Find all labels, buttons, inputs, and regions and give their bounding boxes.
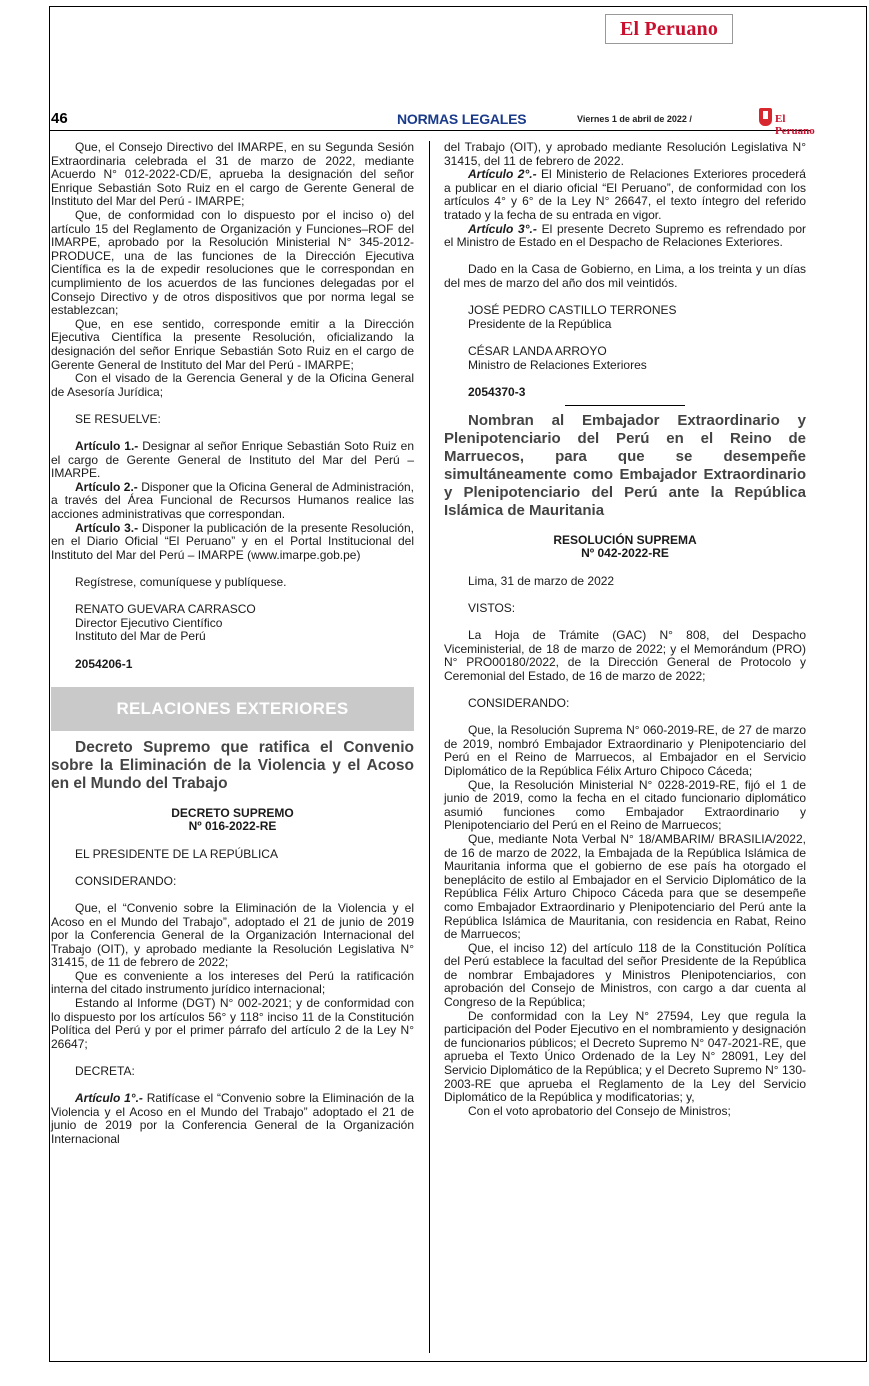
separator-rule	[565, 405, 685, 406]
paragraph: Que, la Resolución Ministerial N° 0228-2019-RE, fijó el 1 de junio de 2019, como la fecha en el citado funcionario diplomático asumió funciones como Embajador Extraordinario y Plenipotenciario del Perú en el Reino de Marruecos;	[444, 777, 806, 833]
decree-article-2: Artículo 2°.- El Ministerio de Relaciones Exteriores procederá a publicar en el diario oficial “El Peruano”, de conformidad con los artículos 4° y 6° de la Ley N° 26647, el texto íntegro del referido tratado y la fecha de su entrada en vigor.	[444, 167, 806, 222]
paragraph: Que, el Consejo Directivo del IMARPE, en su Segunda Sesión Extraordinaria celebrada el 31 de marzo de 2022, mediante Acuerdo N° 012-2022-CD/E, aprueba la designación del señor Enrique Sebastián Soto Ruiz en el cargo de Gerente General de Instituto del Mar del Perú - IMARPE;	[51, 140, 414, 209]
considering-heading: CONSIDERANDO:	[75, 873, 177, 888]
section-band: RELACIONES EXTERIORES	[51, 687, 414, 731]
coat-of-arms-icon	[759, 108, 772, 126]
closing-formula: Regístrese, comuníquese y publíquese.	[75, 575, 287, 589]
decree-title: DECRETO SUPREMO	[171, 805, 294, 820]
article-label: Artículo 3.-	[75, 520, 139, 535]
paragraph: Dado en la Casa de Gobierno, en Lima, a los treinta y un días del mes de marzo del año dos mil veintidós.	[444, 262, 806, 290]
header-date: Viernes 1 de abril de 2022 /	[577, 114, 692, 124]
president-heading: EL PRESIDENTE DE LA REPÚBLICA	[75, 846, 278, 861]
signatory-title: Presidente de la República	[468, 316, 612, 331]
section-title: NORMAS LEGALES	[397, 111, 527, 127]
seen-heading: VISTOS:	[468, 600, 516, 615]
paragraph: Que, en ese sentido, corresponde emitir a la Dirección Ejecutiva Científica la presente Resolución, oficializando la designación del señor Enrique Sebastián Soto Ruiz en el cargo de Gerente General de Instituto del Mar del Perú - IMARPE;	[51, 316, 414, 372]
article-label: Artículo 2.-	[75, 479, 138, 494]
norm-headline: Decreto Supremo que ratifica el Convenio sobre la Eliminación de la Violencia y el Acoso en el Mundo del Trabajo	[51, 739, 414, 793]
resolve-heading: SE RESUELVE:	[75, 411, 161, 426]
article-label: Artículo 3°.-	[468, 221, 537, 236]
paragraph: Con el voto aprobatorio del Consejo de Ministros;	[468, 1103, 731, 1118]
signatory-title: Director Ejecutivo Científico	[75, 615, 223, 630]
column-divider	[429, 141, 430, 1353]
article-label: Artículo 1°.-	[75, 1091, 143, 1106]
page-number: 46	[51, 110, 68, 127]
resolution-title: RESOLUCIÓN SUPREMA	[553, 532, 697, 547]
document-code: 2054206-1	[75, 656, 133, 671]
signatory-title: Ministro de Relaciones Exteriores	[468, 357, 647, 372]
article-2: Artículo 2.- Disponer que la Oficina General de Administración, a través del Área Funcional de Recursos Humanos realice las acciones administrativas que correspondan.	[51, 479, 414, 522]
article-label: Artículo 1.-	[75, 439, 139, 454]
paragraph: Que, mediante Nota Verbal N° 18/AMBARIM/ BRASILIA/2022, de 16 de marzo de 2022, la Embajada de la República Islámica de Mauritania informa que el gobierno de ese país ha otorgado el beneplácito de estilo al Embajador en el Servicio Diplomático de la República Félix Arturo Chipoco Cáceda para que se desempeñe como Embajador Extraordinario y Plenipotenciario del Perú ante la República Islámica de Mauritania, con residencia en Rabat, Reino de Marruecos;	[444, 831, 806, 942]
paragraph: La Hoja de Trámite (GAC) N° 808, del Despacho Viceministerial, de 18 de marzo de 2022; y el Memorándum (PRO) N° PRO00180/2022, de la Dirección General de Protocolo y Ceremonial del Estado, de 16 de marzo de 2022;	[444, 628, 806, 683]
article-3: Artículo 3.- Disponer la publicación de la presente Resolución, en el Diario Oficial “El Peruano” y en el Portal Institucional del Instituto del Mar del Perú – IMARPE (www.imarpe.gob.pe)	[51, 520, 414, 562]
signatory-name: JOSÉ PEDRO CASTILLO TERRONES	[468, 303, 677, 318]
paragraph: Que, la Resolución Suprema N° 060-2019-RE, de 27 de marzo de 2019, nombró Embajador Extraordinario y Plenipotenciario del Perú en el Reino de Marruecos, al Embajador en el Servicio Diplomático de la República Félix Arturo Chipoco Cáceda;	[444, 723, 806, 778]
signatory-institution: Instituto del Mar de Perú	[75, 629, 206, 644]
article-label: Artículo 2°.-	[468, 167, 537, 182]
masthead-brand: El Peruano	[619, 17, 719, 40]
paragraph: del Trabajo (OIT), y aprobado mediante Resolución Legislativa N° 31415, del 11 de febrero de 2022.	[444, 140, 806, 168]
signatory-name: RENATO GUEVARA CARRASCO	[75, 602, 256, 617]
decree-article-1: Artículo 1°.- Ratifícase el “Convenio sobre la Eliminación de la Violencia y el Acoso en el Mundo del Trabajo” adoptado el 21 de junio de 2019 por la Conferencia General de la Organización Internacional	[51, 1091, 414, 1146]
decree-article-3: Artículo 3°.- El presente Decreto Supremo es refrendado por el Ministro de Estado en el Despacho de Relaciones Exteriores.	[444, 221, 806, 250]
header-brand: El Peruano	[775, 113, 815, 137]
paragraph: Que, el inciso 12) del artículo 118 de la Constitución Política del Perú establece la facultad del señor Presidente de la República de nombrar Embajadores y Ministros Plenipotenciarios, con aprobación del Consejo de Ministros, con cargo a dar cuenta al Congreso de la República;	[444, 940, 806, 1010]
considering-heading: CONSIDERANDO:	[468, 696, 570, 710]
article-1: Artículo 1.- Designar al señor Enrique Sebastián Soto Ruiz en el cargo de Gerente General de Instituto del Mar del Perú – IMARPE.	[51, 439, 415, 481]
document-code: 2054370-3	[468, 384, 526, 399]
signatory-name: CÉSAR LANDA ARROYO	[468, 343, 607, 358]
paragraph: Que, de conformidad con lo dispuesto por el inciso o) del artículo 15 del Reglamento de Organización y Funciones–ROF del IMARPE, aprobado por la Resolución Ministerial N° 345-2012-PRODUCE, una de las funciones de la Dirección Ejecutiva Científica es la de expedir resoluciones que le correspondan en cumplimiento de los acuerdos de las funciones delegadas por el Consejo Directivo y de otros dispositivos que por norma legal se establezcan;	[51, 207, 414, 318]
paragraph: Estando al Informe (DGT) N° 002-2021; y de conformidad con lo dispuesto por los artículos 56° y 118° inciso 11 de la Constitución Política del Perú y por el primer párrafo del artículo 2 de la Ley N° 26647;	[51, 996, 414, 1051]
right-column	[444, 141, 806, 1118]
decree-heading: DECRETA:	[75, 1064, 135, 1079]
paragraph: Que es conveniente a los intereses del Perú la ratificación interna del citado instrumento jurídico internacional;	[51, 968, 414, 997]
paragraph: De conformidad con la Ley N° 27594, Ley que regula la participación del Poder Ejecutivo en el nombramiento y designación de funcionarios públicos; el Decreto Supremo N° 047-2021-RE, que aprueba el Texto Único Ordenado de la Ley N° 28091, Ley del Servicio Diplomático de la República; y el Decreto Supremo N° 130-2003-RE que aprueba el Reglamento de la Ley del Servicio Diplomático de la República y modificatorias; y,	[444, 1008, 806, 1105]
paragraph: Que, el “Convenio sobre la Eliminación de la Violencia y el Acoso en el Mundo del Trabajo”, adoptado el 21 de junio de 2019 por la Conferencia General de la Organización Internacional del Trabajo (OIT), y aprobado mediante la Resolución Legislativa N° 31415, de 11 de febrero de 2022;	[51, 900, 414, 970]
left-column	[51, 141, 414, 1147]
page-header	[49, 110, 815, 137]
date-line: Lima, 31 de marzo de 2022	[468, 573, 615, 588]
paragraph: Con el visado de la Gerencia General y de la Oficina General de Asesoría Jurídica;	[51, 371, 414, 399]
decree-number: Nº 016-2022-RE	[188, 819, 277, 834]
resolution-number: Nº 042-2022-RE	[581, 546, 669, 561]
masthead-logo	[605, 14, 733, 44]
norm-headline: Nombran al Embajador Extraordinario y Plenipotenciario del Perú en el Reino de Marruecos, para que se desempeñe simultáneamente como Embajador Extraordinario y Plenipotenciario del Perú ante la República Islámica de Mauritania	[444, 412, 806, 520]
